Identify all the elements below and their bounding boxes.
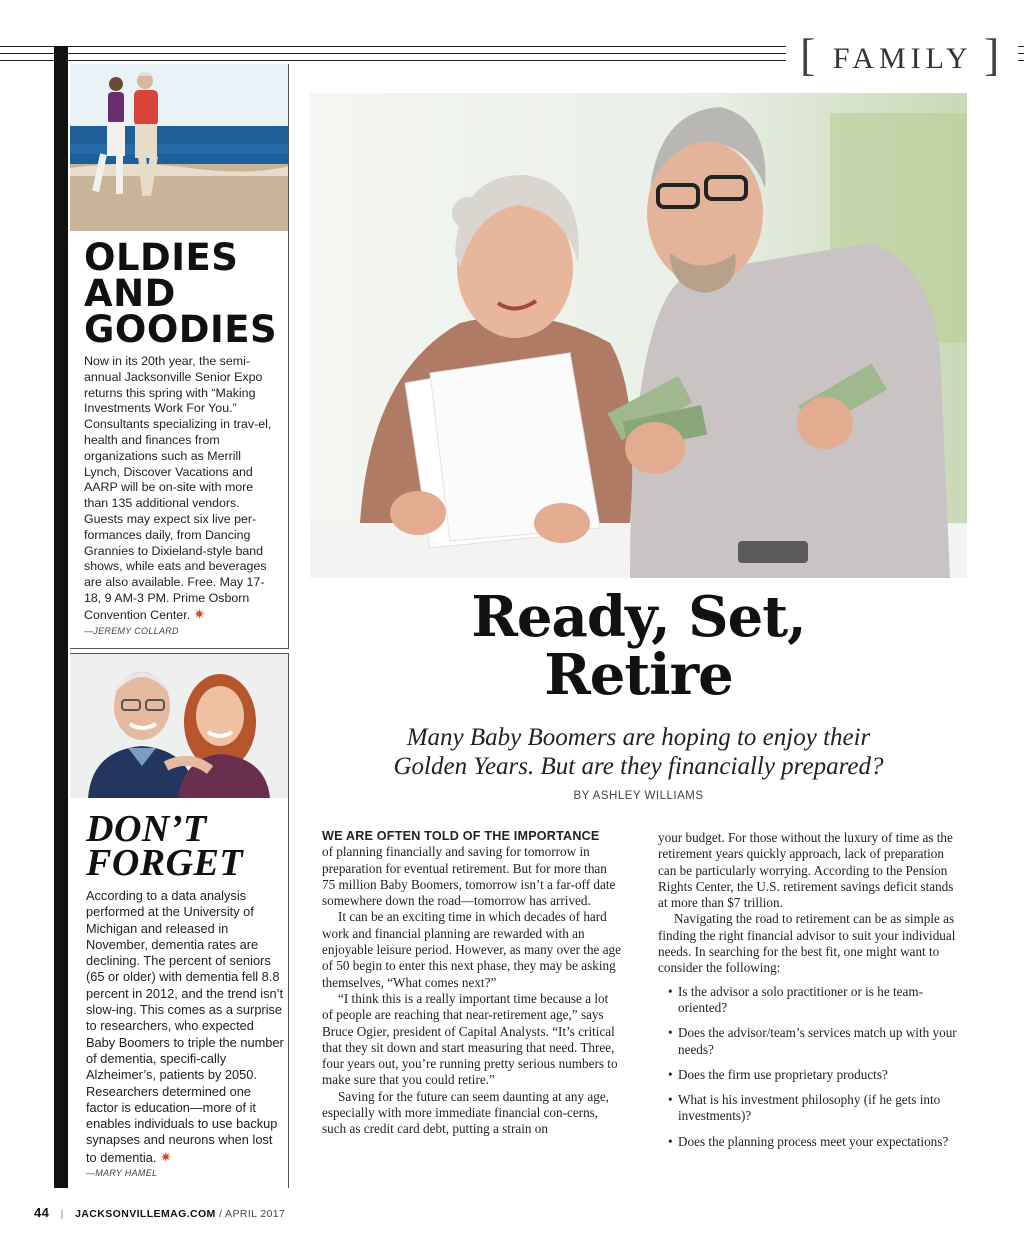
sidebar2-heading [86,808,284,884]
article-paragraph: Saving for the future can seem daunting at any age, especially with more immediate financial con-cerns, such as credit card debt, putting a strain on [322,1088,609,1137]
section-tag [786,29,1018,80]
bracket-right-icon: ] [984,29,1005,80]
article-leadin: WE ARE OFTEN TOLD OF THE IMPORTANCE [322,829,600,843]
sidebar1-credit: —JEREMY COLLARD [84,625,179,636]
sidebar-dont-forget [86,808,284,1179]
sidebar2-body-text: According to a data analysis performed at the University of Michigan and released in November, dementia rates are declining. The percent of seniors (65 or older) with dementia fell 8.8 percent in 2012, and the trend isn’t slow-ing. This comes as a surprise to researchers, who expected Baby Boomers to triple the number of dementia, specifi-cally Alzheimer’s, patients by 2050. Researchers determined one factor is education—more of it enables individuals to use backup synapses and neurons when lost to dementia. [86,888,284,1165]
main-couple-money-photo [310,93,967,578]
sidebar1-heading-line: GOODIES [84,308,278,351]
footer-divider: | [60,1208,64,1220]
section-label: FAMILY [832,42,972,75]
list-item: • Does the firm use proprietary products? [658,1067,964,1083]
grandfather-daughter-photo [70,654,289,798]
footer-issue: / APRIL 2017 [219,1208,286,1220]
article-paragraph: of planning financially and saving for tomorrow in preparation for eventual retirement. But for more than 75 million Baby Boomers, tomorrow isn’t a far-off date somewhere down the road—tomorrow has arrived. [322,844,616,909]
article-deck [310,723,967,781]
article-column-1 [322,828,622,1138]
sidebar-oldies-goodies [84,236,280,636]
article-byline: BY ASHLEY WILLIAMS [573,790,704,802]
grandfather-daughter-image [70,654,289,798]
sidebar1-heading [84,236,280,351]
sidebar1-body-text: Now in its 20th year, the semi-annual Jacksonville Senior Expo returns this spring with “Making Investments Work For You.” Consultants specializing in trav-el, health and finances from organizations such as Merrill Lynch, Discover Vacations and AARP will be on-site with more than 135 additional vendors. Guests may expect six live per-formances daily, from Dancing Grannies to Dixieland-style band shows, while eats and beverages are also available. Free. May 17-18, 9 AM-3 PM. Prime Osborn Convention Center. [84,354,272,622]
bracket-left-icon: [ [800,29,821,80]
headline-line: Retire [544,642,733,708]
couple-counting-money-image [310,93,967,578]
advisor-questions-list [658,984,964,1150]
beach-couple-image [70,64,289,231]
article-paragraph: Navigating the road to retirement can be as simple as finding the right financial advisor to suit your individual needs. In searching for the best fit, one might want to consider the following: [658,911,956,976]
footer-site: JACKSONVILLEMAG.COM [75,1208,216,1220]
sidebar2-heading-line: DON’T [86,808,207,850]
article-column-2 [658,830,964,1159]
sidebar1-right-rule [288,64,289,648]
star-bullet-icon: ✷ [193,605,206,622]
article-paragraph: “I think this is a really important time because a lot of people are reaching that near-retirement age,” says Bruce Ogier, president of Capital Analysts. “It’s critical that they sit down and start measuring that need. Three, four years out, you’re running pretty serious numbers to make sure that you could retire.” [322,990,618,1088]
headline-line: Ready, Set, [471,584,806,650]
sidebar2-heading-line: FORGET [86,842,244,884]
sidebar1-heading-line: AND [84,272,176,315]
page-number: 44 [34,1205,50,1220]
deck-line: Golden Years. But are they financially prepared? [393,753,884,780]
sidebar1-heading-line: OLDIES [84,236,239,279]
article-headline [310,584,967,708]
sidebar2-body [86,888,284,1166]
sidebar-accent-bar [54,46,68,1188]
article-paragraph: It can be an exciting time in which decades of hard work and financial planning are rewarded with an enjoyable leisure period. However, as many over the age of 50 begin to enter this next phase, they may be asking themselves, “What comes next?” [322,909,622,990]
list-item: • What is his investment philosophy (if he gets into investments)? [658,1092,964,1125]
list-item: • Does the planning process meet your expectations? [658,1134,964,1150]
beach-couple-photo [70,64,289,231]
page-footer [34,1205,285,1220]
sidebar1-bottom-rule [70,648,289,649]
sidebar2-credit: —MARY HAMEL [86,1168,158,1179]
star-bullet-icon: ✷ [160,1148,172,1165]
article-paragraph: your budget. For those without the luxury of time as the retirement years quickly approach, lack of preparation can be particularly worrying. According to the Pension Rights Center, the U.S. retirement savings deficit stands at more than $7 trillion. [658,830,954,911]
deck-line: Many Baby Boomers are hoping to enjoy their [406,724,871,751]
list-item: • Does the advisor/team’s services match up with your needs? [658,1025,964,1058]
list-item: • Is the advisor a solo practitioner or is he team-oriented? [658,984,964,1017]
sidebar2-right-rule [288,654,289,1188]
sidebar1-body [84,354,280,624]
